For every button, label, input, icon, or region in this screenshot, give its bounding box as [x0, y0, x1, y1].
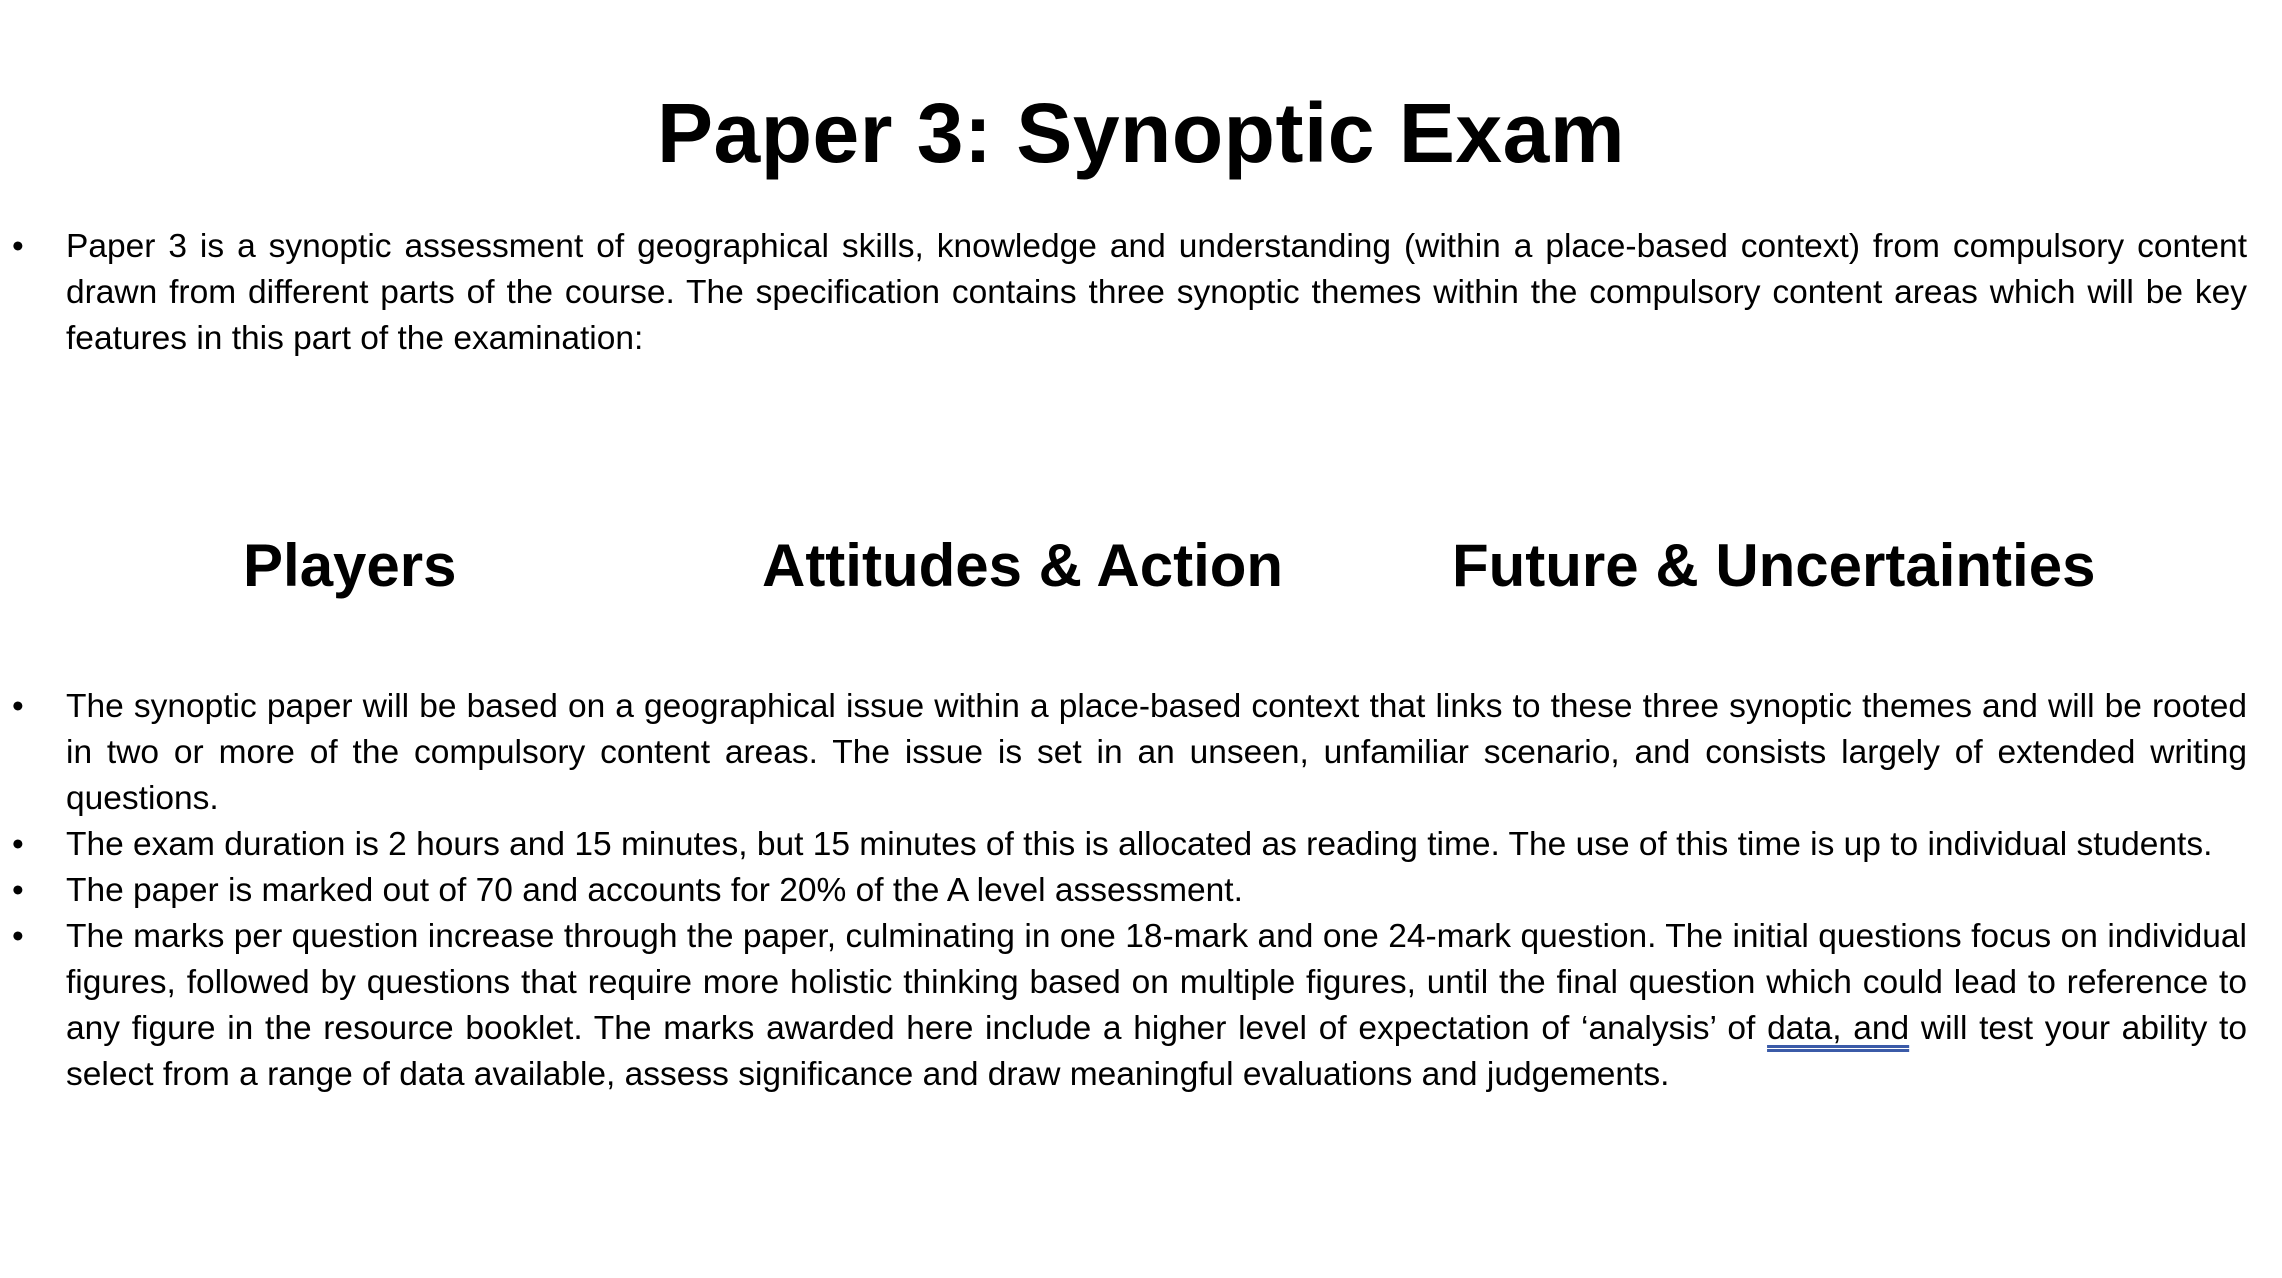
page-title: Paper 3: Synoptic Exam	[656, 86, 1626, 180]
list-item	[0, 914, 2282, 1098]
bullet-text: The synoptic paper will be based on a geographical issue within a place-based context that links to these three synoptic themes and will be rooted in two or more of the compulsory content areas. The issue is set in an unseen, unfamiliar scenario, and consists largely of extended writing questions.	[66, 688, 2247, 817]
bullet-icon: •	[12, 872, 24, 909]
bullet-icon: •	[12, 688, 24, 725]
bullet-icon: •	[12, 918, 24, 955]
synoptic-themes	[0, 526, 2282, 606]
bullet-text-part: will test your ability to select from a range of data available, assess significance and draw meaningful evaluations and judgements.	[66, 1010, 2247, 1093]
theme-future-uncertainties: Future & Uncertainties	[1452, 532, 2096, 599]
list-item	[0, 868, 2282, 914]
intro-bullet-list	[0, 224, 2282, 362]
theme-players: Players	[243, 532, 457, 599]
list-item	[0, 224, 2282, 362]
grammar-underlined-text: data, and	[1767, 1010, 1910, 1047]
bullet-text: The exam duration is 2 hours and 15 minutes, but 15 minutes of this is allocated as reading time. The use of this time is up to individual students.	[66, 826, 2213, 863]
list-item	[0, 822, 2282, 868]
bullet-icon: •	[12, 228, 24, 265]
list-item	[0, 684, 2282, 822]
bullet-text: Paper 3 is a synoptic assessment of geographical skills, knowledge and understanding (within a place-based context) from compulsory content drawn from different parts of the course. The specification contains three synoptic themes within the compulsory content areas which will be key features in this part of the examination:	[66, 228, 2247, 357]
theme-attitudes-action: Attitudes & Action	[762, 532, 1284, 599]
bullet-text-part: The marks per question increase through the paper, culminating in one 18-mark and one 24-mark question. The initial questions focus on individual figures, followed by questions that require more holistic thinking based on multiple figures, until the final question which could lead to reference to any figure in the resource booklet. The marks awarded here include a higher level of expectation of ‘analysis’ of	[66, 918, 2247, 1047]
bullet-text: The paper is marked out of 70 and accounts for 20% of the A level assessment.	[66, 872, 1243, 909]
bullet-icon: •	[12, 826, 24, 863]
detail-bullet-list	[0, 684, 2282, 1098]
bullet-text-marks	[66, 914, 2247, 1098]
